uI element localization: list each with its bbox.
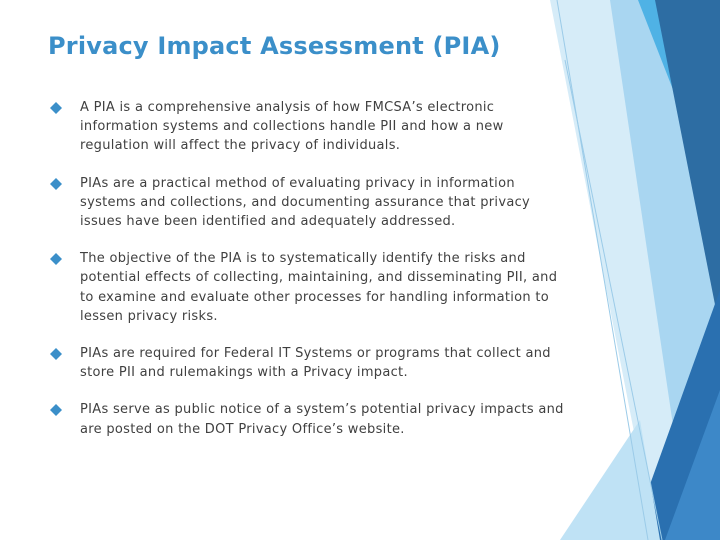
bullet-text: A PIA is a comprehensive analysis of how FMCSA’s electronic information systems and collections handle PII and how a new regulation will affect the privacy of individuals.: [80, 100, 504, 154]
diamond-bullet-icon: [50, 102, 62, 114]
bullet-item: [48, 344, 568, 382]
bullet-item: [48, 400, 568, 438]
diamond-bullet-icon: [50, 178, 62, 190]
bullet-item: [48, 249, 568, 326]
bullet-text: The objective of the PIA is to systematically identify the risks and potential effects of collecting, maintaining, and disseminating PII, and to examine and evaluate other processes for handling information to lessen privacy risks.: [80, 251, 558, 324]
bullet-text: PIAs are required for Federal IT Systems or programs that collect and store PII and rulemakings with a Privacy impact.: [80, 346, 551, 381]
bullet-item: [48, 98, 568, 156]
bullet-text: PIAs are a practical method of evaluating privacy in information systems and collections, and documenting assurance that privacy issues have been identified and adequately addressed.: [80, 175, 531, 230]
bullet-item: [48, 174, 568, 232]
diamond-bullet-icon: [50, 348, 62, 360]
diamond-bullet-icon: [50, 404, 62, 416]
bullet-list: [48, 98, 568, 439]
bullet-text: PIAs serve as public notice of a system’s potential privacy impacts and are posted on the DOT Privacy Office’s website.: [80, 402, 564, 437]
diamond-bullet-icon: [50, 253, 62, 265]
slide-title: Privacy Impact Assessment (PIA): [48, 32, 501, 60]
